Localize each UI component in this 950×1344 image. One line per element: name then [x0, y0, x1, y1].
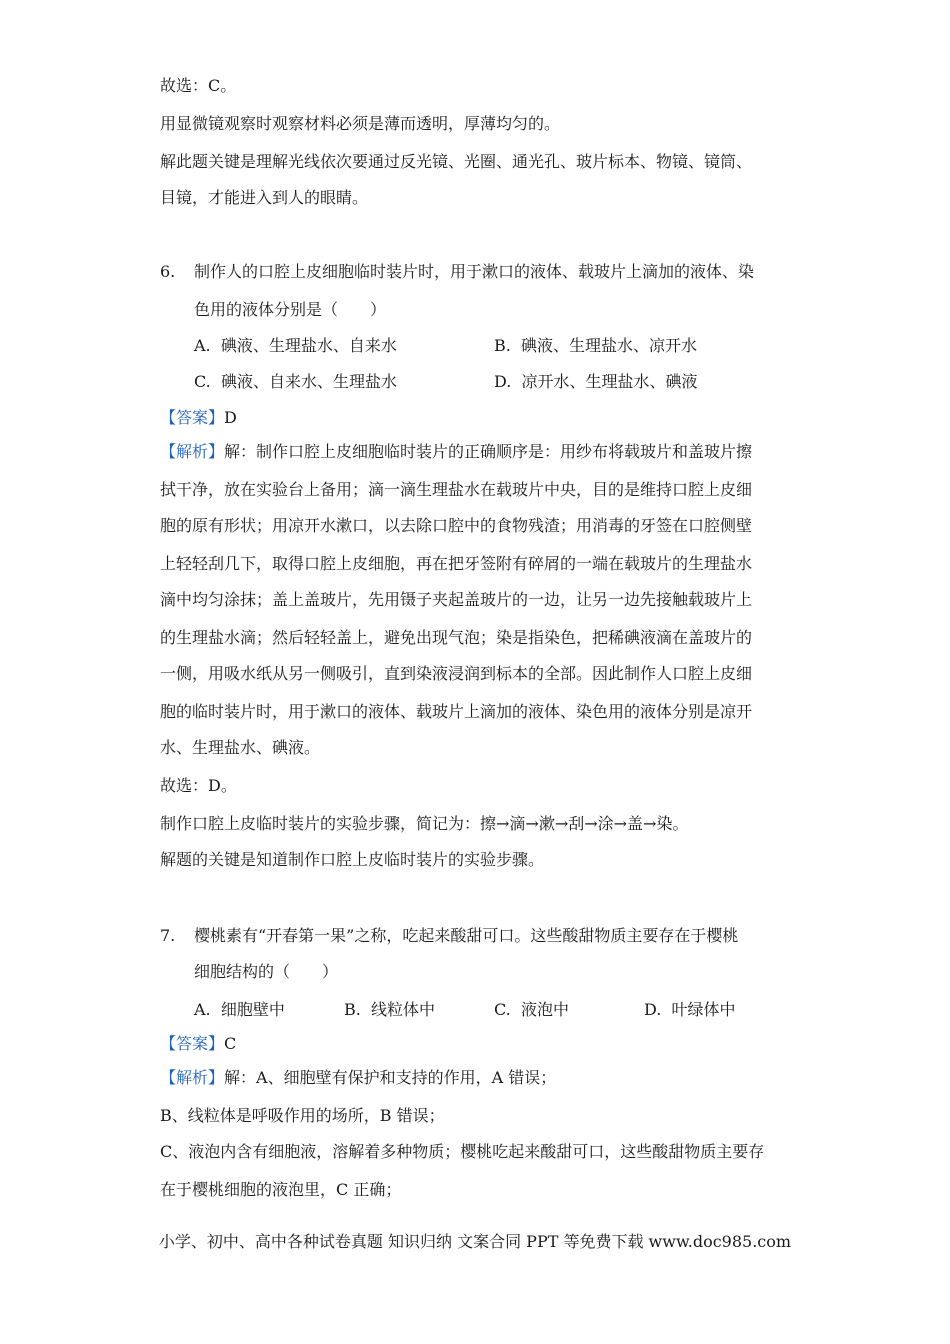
option-label: A. — [194, 336, 211, 355]
option-text: 叶绿体中 — [671, 1000, 736, 1019]
note-line: 目镜，才能进入到人的眼睛。 — [160, 188, 369, 207]
option-label: D. — [644, 1000, 662, 1019]
page-footer: 小学、初中、高中各种试卷真题 知识归纳 文案合同 PPT 等免费下载 www.doc985.com — [158, 1232, 792, 1251]
option-text: 细胞壁中 — [220, 1000, 285, 1019]
answer-value: D — [224, 408, 237, 427]
question-stem: 樱桃素有“开春第一果”之称，吃起来酸甜可口。这些酸甜物质主要存在于樱桃 — [194, 926, 739, 945]
option-label: C. — [494, 1000, 511, 1019]
analysis-line — [160, 1068, 556, 1088]
analysis-line: 胞的原有形状；用凉开水漱口，以去除口腔中的食物残渣；用消毒的牙签在口腔侧壁 — [160, 516, 753, 535]
conclusion-line: 故选：C。 — [160, 76, 237, 95]
analysis-text: 解：A、细胞壁有保护和支持的作用，A 错误； — [224, 1068, 557, 1087]
option-text: 液泡中 — [520, 1000, 569, 1019]
answer-value: C — [224, 1034, 237, 1053]
analysis-line: 胞的临时装片时，用于漱口的液体、载玻片上滴加的液体、染色用的液体分别是凉开 — [160, 702, 753, 721]
option-a — [194, 336, 397, 356]
analysis-line: 在于樱桃细胞的液泡里，C 正确； — [160, 1180, 402, 1199]
answer-tag: 【答案】 — [160, 1034, 225, 1053]
conclusion-line: 故选：D。 — [160, 776, 237, 795]
analysis-line: 滴中均匀涂抹；盖上盖玻片，先用镊子夹起盖玻片的一边，让另一边先接触载玻片上 — [160, 590, 753, 609]
analysis-line — [160, 442, 752, 462]
option-c — [194, 372, 397, 392]
note-line: 解题的关键是知道制作口腔上皮临时装片的实验步骤。 — [160, 850, 545, 869]
analysis-line: 拭干净，放在实验台上备用；滴一滴生理盐水在载玻片中央，目的是维持口腔上皮细 — [160, 480, 753, 499]
question-number: 6. — [160, 262, 176, 281]
analysis-tag: 【解析】 — [160, 442, 225, 461]
note-line: 解此题关键是理解光线依次要通过反光镜、光圈、通光孔、玻片标本、物镜、镜筒、 — [160, 152, 753, 171]
option-b — [344, 1000, 435, 1020]
option-d — [644, 1000, 736, 1020]
answer-tag: 【答案】 — [160, 408, 225, 427]
note-line: 制作口腔上皮临时装片的实验步骤，简记为：擦→滴→漱→刮→涂→盖→染。 — [160, 814, 689, 833]
option-d — [494, 372, 698, 392]
answer-line — [160, 1034, 236, 1054]
analysis-line: B、线粒体是呼吸作用的场所，B 错误； — [160, 1106, 445, 1125]
option-label: A. — [194, 1000, 211, 1019]
analysis-text: 解：制作口腔上皮细胞临时装片的正确顺序是：用纱布将载玻片和盖玻片擦 — [224, 442, 753, 461]
option-text: 碘液、生理盐水、自来水 — [220, 336, 397, 355]
analysis-line: C、液泡内含有细胞液，溶解着多种物质；樱桃吃起来酸甜可口，这些酸甜物质主要存 — [160, 1142, 765, 1161]
option-label: C. — [194, 372, 211, 391]
option-label: B. — [494, 336, 511, 355]
option-text: 线粒体中 — [371, 1000, 436, 1019]
option-b — [494, 336, 697, 356]
option-label: B. — [344, 1000, 361, 1019]
option-label: D. — [494, 372, 512, 391]
analysis-line: 一侧，用吸水纸从另一侧吸引，直到染液浸润到标本的全部。因此制作人口腔上皮细 — [160, 664, 753, 683]
note-line: 用显微镜观察时观察材料必须是薄而透明，厚薄均匀的。 — [160, 114, 561, 133]
option-text: 碘液、自来水、生理盐水 — [220, 372, 397, 391]
analysis-line: 水、生理盐水、碘液。 — [160, 738, 321, 757]
analysis-line: 上轻轻刮几下，取得口腔上皮细胞，再在把牙签附有碎屑的一端在载玻片的生理盐水 — [160, 554, 753, 573]
analysis-line: 的生理盐水滴；然后轻轻盖上，避免出现气泡；染是指染色，把稀碘液滴在盖玻片的 — [160, 628, 753, 647]
answer-line — [160, 408, 237, 428]
option-a — [194, 1000, 285, 1020]
question-stem: 细胞结构的（ ） — [194, 962, 339, 981]
question-stem: 制作人的口腔上皮细胞临时装片时，用于漱口的液体、载玻片上滴加的液体、染 — [194, 262, 755, 281]
option-c — [494, 1000, 569, 1020]
question-number: 7. — [160, 926, 176, 945]
analysis-tag: 【解析】 — [160, 1068, 225, 1087]
option-text: 凉开水、生理盐水、碘液 — [521, 372, 698, 391]
question-stem: 色用的液体分别是（ ） — [194, 300, 387, 319]
option-text: 碘液、生理盐水、凉开水 — [521, 336, 698, 355]
